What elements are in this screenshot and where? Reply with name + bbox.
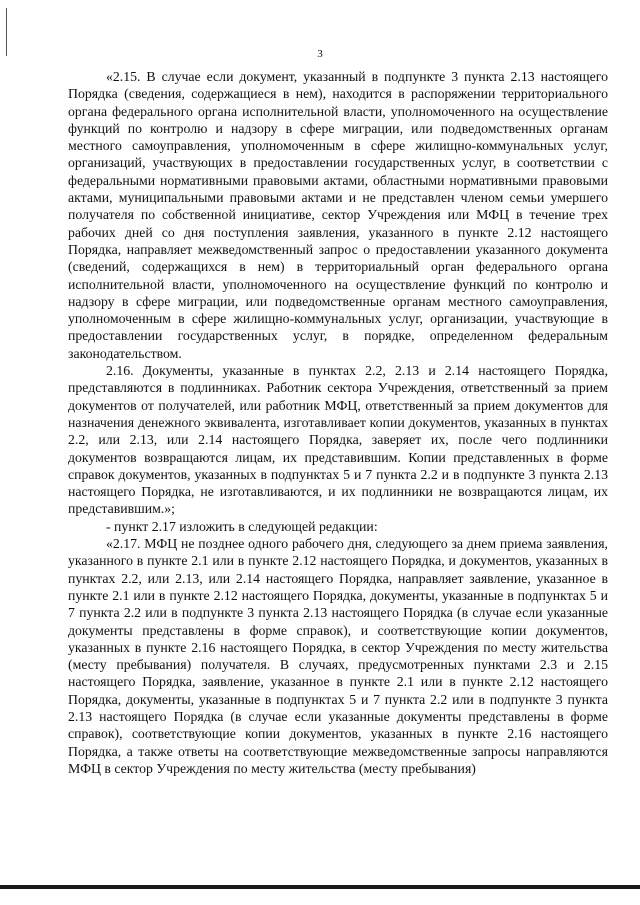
paragraph-2-17: «2.17. МФЦ не позднее одного рабочего дня, следующего за днем приема заявления, указанного в пункте 2.1 или в пункте 2.12 настоящего Порядка, и документов, указанных в пунктах 2.2, или 2.13, или 2.14 настоящего Порядка, направляет заявление, указанное в пункте 2.1 или в пункте 2.12 настоящего Порядка, документы, указанные в подпунктах 5 и 7 пункта 2.2 или в подпункте 3 пункта 2.13 настоящего Порядка (в случае если указанные документы представлены в форме справок), и соответствующие копии документов, указанных в пункте 2.16 настоящего Порядка, в сектор Учреждения по месту жительства (месту пребывания) получателя. В случаях, предусмотренных пунктами 2.3 и 2.15 настоящего Порядка, заявление, указанное в пункте 2.1 или в пункте 2.12 настоящего Порядка, документы, указанные в подпунктах 5 и 7 пункта 2.2 или в подпункте 3 пункта 2.13 настоящего Порядка (в случае если указанные документы представлены в форме справок), соответствующие копии документов, указанных в пункте 2.16 настоящего Порядка, а также ответы на соответствующие межведомственные запросы направляются МФЦ в сектор Учреждения по месту жительства (месту пребывания) — [68, 536, 608, 776]
bottom-rule — [0, 885, 640, 889]
amendment-intro: - пункт 2.17 изложить в следующей редакции: — [106, 518, 378, 534]
document-body — [68, 68, 608, 777]
paragraph-2-16: 2.16. Документы, указанные в пунктах 2.2, 2.13 и 2.14 настоящего Порядка, представляются в подлинниках. Работник сектора Учреждения, ответственный за прием документов от получателей, или работник МФЦ, ответственный за прием документов для назначения денежного эквивалента, изготавливает копии документов, указанных в пунктах 2.2, или 2.13, или 2.14 настоящего Порядка, заверяет их, после чего подлинники документов возвращаются лицам, их представившим. Копии представленных в форме справок документов, указанных в подпунктах 5 и 7 пункта 2.2 и в подпункте 3 пункта 2.13 настоящего Порядка, не изготавливаются, и их подлинники не возвращаются лицам, их представившим.»; — [68, 363, 608, 517]
paragraph-2-15: «2.15. В случае если документ, указанный в подпункте 3 пункта 2.13 настоящего Порядка (сведения, содержащиеся в нем), находится в распоряжении территориального органа федерального органа исполнительной власти, уполномоченного на осуществление функций по контролю и надзору в сфере миграции, или подведомственных органам местного самоуправления, уполномоченным в сфере жилищно-коммунальных услуг, организаций, участвующих в предоставлении государственных услуг, в соответствии с федеральными нормативными правовыми актами, областными нормативными правовыми актами, муниципальными правовыми актами и не представлен членом семьи умершего получателя по собственной инициативе, сектор Учреждения или МФЦ в течение трех рабочих дней со дня поступления заявления, указанного в пункте 2.12 настоящего Порядка, направляет межведомственный запрос о предоставлении указанного документа (сведений, содержащихся в нем) в территориальный орган федерального органа исполнительной власти, уполномоченного на осуществление функций по контролю и надзору в сфере миграции, или подведомственные органам местного самоуправления, уполномоченным в сфере жилищно-коммунальных услуг, организации, участвующие в предоставлении государственных услуг, в порядке, определенном федеральным законодательством. — [68, 69, 608, 361]
page-number: 3 — [317, 48, 323, 60]
